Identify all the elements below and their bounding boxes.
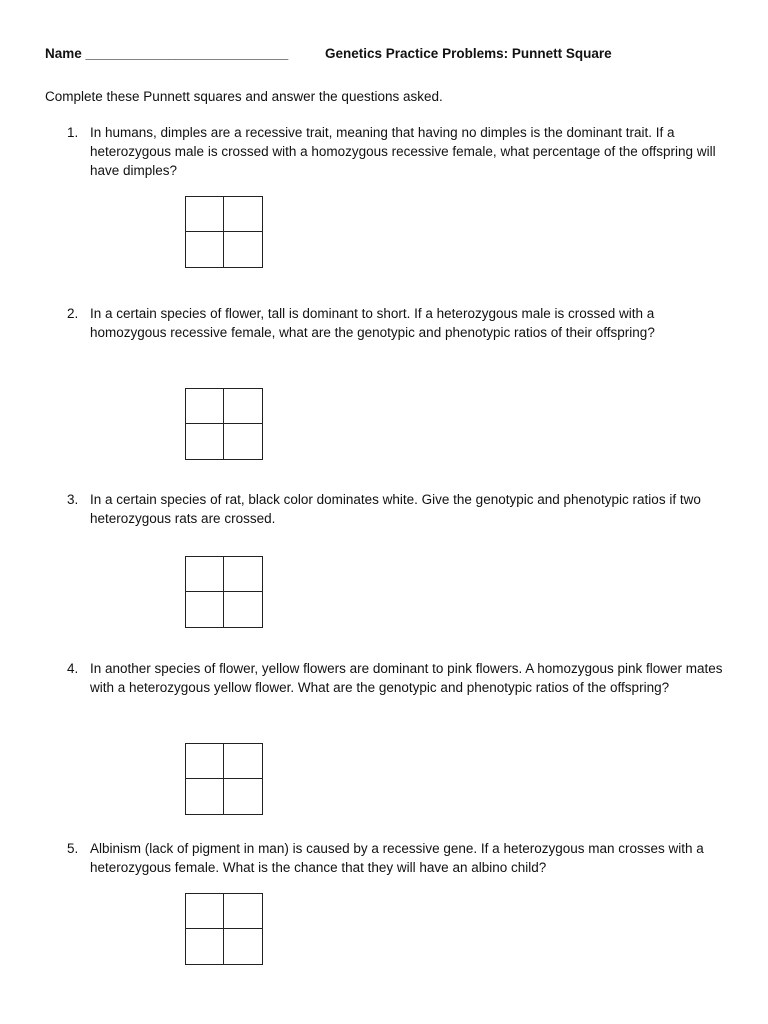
punnett-square-1[interactable] <box>185 196 263 268</box>
punnett-cell[interactable] <box>186 557 224 592</box>
punnett-cell[interactable] <box>186 744 224 779</box>
punnett-cell[interactable] <box>224 744 262 779</box>
question-text: In a certain species of flower, tall is dominant to short. If a heterozygous male is crossed with a homozygous recessive female, what are the genotypic and phenotypic ratios of their offspring? <box>90 306 655 340</box>
punnett-cell[interactable] <box>224 929 262 964</box>
punnett-cell[interactable] <box>224 197 262 232</box>
worksheet-header <box>45 46 612 61</box>
punnett-cell[interactable] <box>224 389 262 424</box>
punnett-square-2[interactable] <box>185 388 263 460</box>
punnett-cell[interactable] <box>186 592 224 627</box>
question-2 <box>67 304 727 342</box>
punnett-cell[interactable] <box>186 232 224 267</box>
punnett-square-4[interactable] <box>185 743 263 815</box>
question-number: 4. <box>67 661 79 676</box>
punnett-cell[interactable] <box>224 424 262 459</box>
punnett-cell[interactable] <box>186 389 224 424</box>
question-4 <box>67 659 727 697</box>
question-text: Albinism (lack of pigment in man) is caused by a recessive gene. If a heterozygous man crosses with a heterozygous female. What is the chance that they will have an albino child? <box>90 841 704 875</box>
punnett-cell[interactable] <box>186 779 224 814</box>
name-field-label[interactable]: Name ___________________________ <box>45 46 289 61</box>
question-number: 5. <box>67 841 79 856</box>
punnett-cell[interactable] <box>186 894 224 929</box>
question-number: 1. <box>67 125 79 140</box>
question-number: 3. <box>67 492 79 507</box>
punnett-cell[interactable] <box>224 592 262 627</box>
punnett-square-3[interactable] <box>185 556 263 628</box>
question-number: 2. <box>67 306 79 321</box>
punnett-cell[interactable] <box>224 232 262 267</box>
worksheet-title: Genetics Practice Problems: Punnett Square <box>325 46 612 61</box>
punnett-cell[interactable] <box>186 929 224 964</box>
punnett-cell[interactable] <box>224 894 262 929</box>
question-5 <box>67 839 727 877</box>
punnett-cell[interactable] <box>186 197 224 232</box>
question-text: In another species of flower, yellow flowers are dominant to pink flowers. A homozygous pink flower mates with a heterozygous yellow flower. What are the genotypic and phenotypic ratios of the offspring? <box>90 661 723 695</box>
punnett-cell[interactable] <box>186 424 224 459</box>
question-3 <box>67 490 727 528</box>
punnett-square-5[interactable] <box>185 893 263 965</box>
punnett-cell[interactable] <box>224 779 262 814</box>
instructions: Complete these Punnett squares and answer the questions asked. <box>45 89 443 104</box>
question-1 <box>67 123 727 180</box>
punnett-cell[interactable] <box>224 557 262 592</box>
question-text: In a certain species of rat, black color dominates white. Give the genotypic and phenotypic ratios if two heterozygous rats are crossed. <box>90 492 701 526</box>
question-text: In humans, dimples are a recessive trait, meaning that having no dimples is the dominant trait. If a heterozygous male is crossed with a homozygous recessive female, what percentage of the offspring will have dimples? <box>90 125 716 178</box>
